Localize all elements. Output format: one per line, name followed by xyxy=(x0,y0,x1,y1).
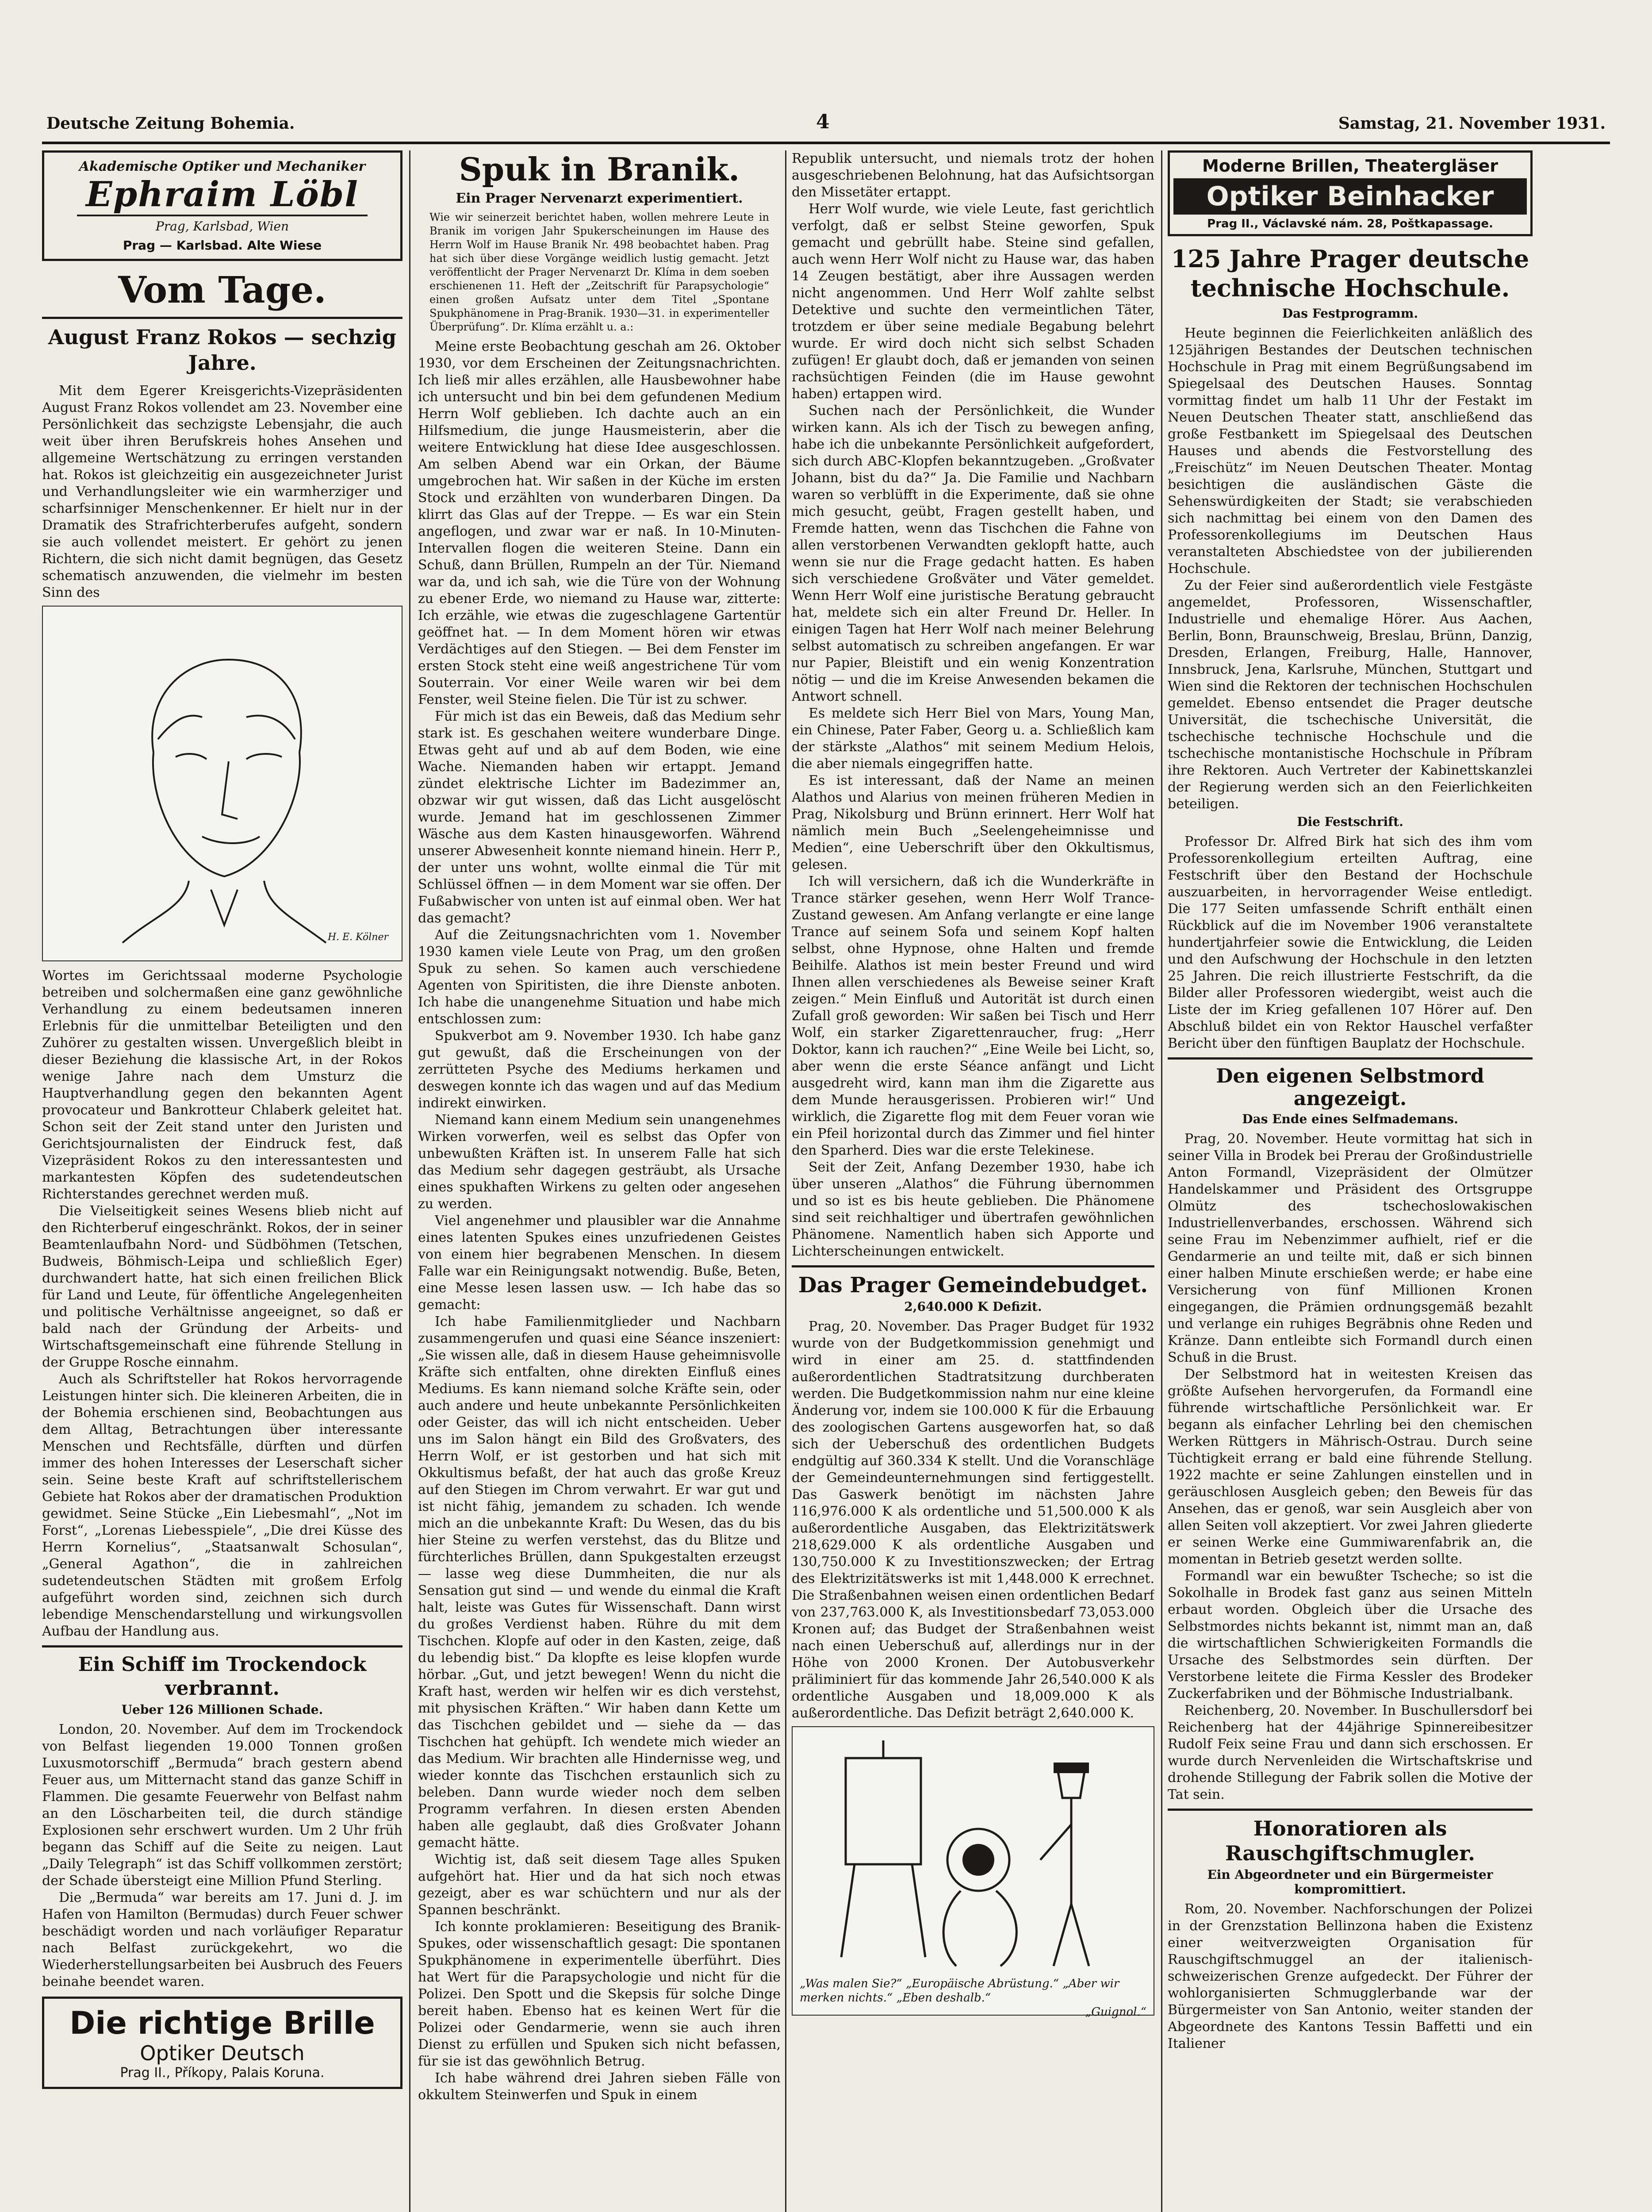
article-paragraph: Es meldete sich Herr Biel von Mars, Young Man, ein Chinese, Pater Faber, Georg u. a. Schließlich kam der stärkste „Alathos“ mit seinem Medium Helois, die aber niemals eingegriffen hatte. xyxy=(792,706,1154,772)
ad-address: Prag II., Příkopy, Palais Koruna. xyxy=(120,2065,325,2081)
divider xyxy=(42,1645,402,1647)
article-paragraph: Die Vielseitigkeit seines Wesens blieb nicht auf den Richterberuf eingeschränkt. Rokos, der in seiner Beamtenlaufbahn Nord- und Südböhmen (Tetschen, Budweis, Böhmisch-Leipa und schließlich Eger) durchwandert hatte, hat sich einen freilichen Blick für Land und Leute, für öffentliche Angelegenheiten und politische Verhältnisse angeeignet, so daß er bald nach der Gründung der Arbeits- und Wirtschaftsgemeinschaft eine führende Stellung in der Gruppe Rosche einnahm. xyxy=(42,1203,402,1370)
article-paragraph: Rom, 20. November. Nachforschungen der Polizei in der Grenzstation Bellinzona haben die Existenz einer weitverzweigten Organisation für Rauschgiftschmuggel an der italienisch-schweizerischen Grenze aufgedeckt. Der Führer der wohlorganisierten Schmugglerbande war der Bürgermeister von San Antonio, weiter standen der Abgeordnete des Kantons Tessin Baffetti und ein Italiener xyxy=(1168,1901,1533,2051)
portrait-signature: H. E. Kölner xyxy=(327,932,388,943)
article-paragraph: Es ist interessant, daß der Name an meinen Alathos und Alarius von meinen früheren Medien in Prag, Nikolsburg und Brünn erinnert. Herr Wolf hat nämlich mein Buch „Seelengeheimnisse und Medien“, eine Ueberschrift über den Okkultismus, gelesen. xyxy=(792,773,1154,872)
column-rule xyxy=(1161,150,1162,2212)
article-headline: Honoratioren als Rauschgiftschmugler. xyxy=(1225,1816,1475,1865)
article-paragraph: Reichenberg, 20. November. In Buschullersdorf bei Reichenberg hat der 44jährige Spinnereibesitzer Rudolf Feix seine Frau und dann sich erschossen. Er wurde durch Nervenleiden die Wirtschaftskrise und drohende Stillegung der Fabrik sollen die Motive der Tat sein. xyxy=(1168,1703,1533,1802)
column-rule xyxy=(409,150,410,2212)
article-subheadline: Die Festschrift. xyxy=(1297,814,1403,829)
masthead xyxy=(42,111,1610,144)
column-4 xyxy=(1168,150,1533,2052)
article-headline: Den eigenen Selbstmord angezeigt. xyxy=(1216,1065,1484,1110)
column-1 xyxy=(42,150,402,2097)
ad-slogan: Moderne Brillen, Theatergläser xyxy=(1202,156,1499,176)
article-paragraph: Prag, 20. November. Heute vormittag hat sich in seiner Villa in Brodek bei Prerau der Großindustrielle Anton Formandl, Vizepräsident der Olmützer Handelskammer und Präsident des Ortsgruppe Olmütz des tschechoslowakischen Industriellenverbandes, erschossen. Während sich seine Frau im Nebenzimmer aufhielt, rief er die Gendarmerie an und teilte mit, daß er sich binnen einer halben Minute erschießen werde; er habe eine Versicherung von fünf Millionen Kronen eingegangen, die Prämien ordnungsgemäß bezahlt und verlange ein ruhiges Begräbnis ohne Reden und Kränze. Dann entleibte sich Formandl durch einen Schuß in die Brust. xyxy=(1168,1131,1533,1365)
ad-firm-name: Optiker Deutsch xyxy=(140,2041,305,2065)
divider xyxy=(1168,1809,1533,1811)
masthead-page-number: 4 xyxy=(816,111,830,133)
article-paragraph: Heute beginnen die Feierlichkeiten anläßlich des 125jährigen Bestandes der Deutschen technischen Hochschule in Prag mit einem Begrüßungsabend im Spiegelsaal des Deutschen Hauses. Sonntag vormittag findet um halb 11 Uhr der Festakt im Neuen Deutschen Theater statt, anschließend das große Festbankett im Spiegelsaal des Deutschen Hauses und abends die Festvorstellung des „Freischütz“ im Neuen Deutschen Theater. Montag besichtigen die ausländischen Gäste die Sehenswürdigkeiten der Stadt; sie verabschieden sich nachmittag bei einem von den Damen des Professorenkollegiums im Deutschen Haus veranstalteten Abschiedstee von der jubilierenden Hochschule. xyxy=(1168,326,1533,576)
article-paragraph: Formandl war ein bewußter Tscheche; so ist die Sokolhalle in Brodek fast ganz aus seinen Mitteln erbaut worden. Obgleich über die Ursache des Selbstmordes nichts bekannt ist, nimmt man an, daß die wirtschaftlichen Schwierigkeiten Formandls die Ursache des Selbstmordes sein dürften. Der Verstorbene leitete die Firma Kessler des Brodeker Zuckerfabriken und der Böhmische Industrialbank. xyxy=(1168,1568,1533,1701)
article-paragraph: Auf die Zeitungsnachrichten vom 1. November 1930 kamen viele Leute von Prag, um den großen Spuk zu sehen. So kamen auch verschiedene Agenten von Spiritisten, die ihre Dienste anboten. Ich habe die unangenehme Situation und habe mich entschlossen zum: xyxy=(418,927,781,1027)
advertisement-loebl xyxy=(42,150,402,261)
ad-firm-name: Optiker Beinhacker xyxy=(1173,178,1527,215)
ad-firm-name: Ephraim Löbl xyxy=(77,174,368,216)
article-paragraph: Ich konnte proklamieren: Beseitigung des Branik-Spukes, oder wissenschaftlich gesagt: Die spontanen Spukphänomene in experimentelle überführt. Dies hat Wert für die Parapsychologie und nicht für die Polizei. Den Spott und die Skepsis für solche Dinge bereit haben. Ebenso hat es keinen Wert für die Polizei oder Gendarmerie, wenn sie auch ihren Dienst zu erfüllen und Spuken sich nicht befassen, für sie ist das gewöhnlich Betrug. xyxy=(418,1919,781,2069)
article-subheadline: Ein Abgeordneter und ein Bürgermeister kompromittiert. xyxy=(1207,1867,1493,1897)
article-paragraph: Niemand kann einem Medium sein unangenehmes Wirken vorwerfen, weil es selbst das Opfer von unbewußten Kräften ist. In unserem Falle hat sich das Medium sehr dagegen gesträubt, als Ursache eines spukhaften Wirkens zu gelten oder angesehen zu werden. xyxy=(418,1112,781,1212)
article-paragraph: Wortes im Gerichtssaal moderne Psychologie betreiben und solchermaßen eine ganz gewöhnliche Verhandlung zu einem bedeutsamen inneren Erlebnis für die unmittelbar Beteiligten und den Zuhörer zu gestalten wissen. Unvergeßlich bleibt in dieser Beziehung die klassische Art, in der Rokos wenige Jahre nach dem Umsturz die Hauptverhandlung gegen den bekannten Agent provocateur und Bankrotteur Chlaberk geleitet hat. Schon seit der Zeit stand unter den Juristen und Gerichtsjournalisten der Eindruck fest, daß Vizepräsident Rokos zu den interessantesten und markantesten Köpfen des sudetendeutschen Richterstandes gerechnet werden muß. xyxy=(42,968,402,1202)
article-subheadline: Ueber 126 Millionen Schade. xyxy=(121,1702,323,1717)
ad-script-top: Akademische Optiker und Mechaniker xyxy=(79,159,366,174)
article-paragraph: Viel angenehmer und plausibler war die Annahme eines latenten Spukes eines unzufriedenen Geistes von einem hier begrabenen Menschen. In diesem Falle war ein Reinigungsakt notwendig. Buße, Beten, eine Messe lesen lassen usw. — Ich habe das so gemacht: xyxy=(418,1213,781,1313)
article-subheadline: Ein Prager Nervenarzt experimentiert. xyxy=(456,191,743,206)
advertisement-beinhacker xyxy=(1168,150,1533,236)
portrait-sketch-icon xyxy=(43,607,402,959)
article-subheadline: Das Ende eines Selfmademans. xyxy=(1242,1112,1458,1126)
section-title: Vom Tage. xyxy=(118,269,326,311)
article-headline: Spuk in Branik. xyxy=(459,150,740,188)
masthead-date: Samstag, 21. November 1931. xyxy=(1338,114,1606,133)
article-paragraph: Ich will versichern, daß ich die Wunderkräfte in Trance stärker gesehen, wenn Herr Wolf Trance-Zustand gewesen. Am Anfang verlangte er eine lange Trance auf seinem Sofa und seinem Kopf halten selbst, ohne Hypnose, ohne Halten und fremde Beihilfe. Alathos ist mein bester Freund und wird Ihnen allen verschiedenes als Beweise seiner Kraft zeigen.“ Mein Einfluß und Autorität ist durch einen Zufall groß geworden: Wir saßen bei Tisch und Herr Wolf, ein starker Zigarettenraucher, frug: „Herr Doktor, kann ich rauchen?“ „Eine Weile bei Licht, so, aber wenn die erste Séance anfängt und Licht ausgedreht wird, kann man ihm die Zigarette aus dem Munde herausgerissen. Probieren wir!“ Und wirklich, die Zigarette flog mit dem Feuer voran wie ein Pfeil horizontal durch das Zimmer und fiel hinter den Sparherd. Dies war die erste Telekinese. xyxy=(792,874,1154,1158)
article-headline: August Franz Rokos — sechzig Jahre. xyxy=(48,325,397,375)
divider xyxy=(792,1265,1154,1267)
masthead-paper-name: Deutsche Zeitung Bohemia. xyxy=(46,114,295,133)
article-headline: Ein Schiff im Trockendock verbrannt. xyxy=(78,1653,367,1700)
divider xyxy=(1168,1057,1533,1060)
article-paragraph: Professor Dr. Alfred Birk hat sich des ihm vom Professorenkollegium erteilten Auftrag, eine Festschrift über den Bestand der Hochschule auszuarbeiten, in hervorragender Weise entledigt. Die 177 Seiten umfassende Schrift enthält einen Rückblick auf die im November 1906 veranstaltete hundertjahrfeier sowie die Entwicklung, die Leiden und den Aufschwung der Hochschule in den letzten 25 Jahren. Die reich illustrierte Festschrift, da die Bilder aller Professoren wiedergibt, weist auch die Liste der im Krieg gefallenen 107 Hörer auf. Den Abschluß bildet ein von Rektor Hauschel verfaßter Bericht über den fünftigen Bauplatz der Hochschule. xyxy=(1168,834,1533,1051)
article-paragraph: Ich habe während drei Jahren sieben Fälle von okkultem Steinwerfen und Spuk in einem xyxy=(418,2070,781,2103)
ad-cities: Prag — Karlsbad. Alte Wiese xyxy=(123,238,322,253)
cartoon xyxy=(792,1726,1154,2019)
column-2 xyxy=(418,150,781,2104)
article-paragraph: Ich habe Familienmitglieder und Nachbarn zusammengerufen und quasi eine Séance inszeniert: „Sie wissen alle, daß in diesem Hause geheimnisvolle Kräfte sich entfalten, ohne direkten Einfluß eines Mediums. Es kann niemand solche Kräfte sein, oder auch andere und heute unbekannte Persönlichkeiten oder Geister, das will ich nicht entscheiden. Ueber uns im Salon hängt ein Bild des Großvaters, des Herrn Wolf, er ist gestorben und hat sich mit Okkultismus befaßt, der hat auch das große Kreuz auf den Stiegen im Chrom verwahrt. Er war gut und ist nicht fähig, jemandem zu schaden. Ich wende mich an die unbekannte Kraft: Du Wesen, das du bis hier Steine zu werfen verstehst, das du Blitze und fürchterliches Brüllen, dann Spukgestalten erzeugst — lasse weg diese Dummheiten, die nur als Sensation gut sind — und wende du einmal die Kraft halt, leiste was Gutes für Wissenschaft. Dann wirst du großes Verdienst haben. Rühre du mit dem Tischchen. Klopfe auf oder in den Kasten, zeige, daß du lebendig bist.“ Da klopfte es leise klopfen wurde hörbar. „Gut, und jetzt bewegen! Wenn du nicht die Kraft hast, werden wir helfen wir es dich verstehst, mit physischen Kräften.“ Wir haben dann Kette um das Tischchen gebildet und — siehe da — das Tischchen hat gehüpft. Ich wendete mich wieder an das Medium. Wir brachten alle Hindernisse weg, und wieder konnte das Tischchen erstaunlich sich zu beleben. Dann wurde wieder noch dem selben Programm verfahren. In diesen ersten Abenden haben alle geglaubt, daß dies Großvater Johann gemacht hätte. xyxy=(418,1314,781,1851)
article-paragraph: Seit der Zeit, Anfang Dezember 1930, habe ich über unseren „Alathos“ die Führung übernommen und so ist es bis heute geblieben. Die Phänomene sind seit reichhaltiger und übertrafen gewöhnlichen Phänomene. Namentlich haben sich Apporte und Lichterscheinungen entwickelt. xyxy=(792,1160,1154,1259)
article-subheadline: Das Festprogramm. xyxy=(1282,306,1418,321)
cartoon-painter-icon xyxy=(793,1727,1154,1975)
ad-script-sub: Prag, Karlsbad, Wien xyxy=(155,219,289,234)
article-intro: Wie wir seinerzeit berichtet haben, wollen mehrere Leute in Branik im vorigen Jahr Spukerscheinungen im Hause des Herrn Wolf im Hause Branik Nr. 498 beobachtet haben. Prag hat sich über diese Vorgänge weidlich lustig gemacht. Jetzt veröffentlicht der Prager Nervenarzt Dr. Klíma in dem soeben erschienenen 11. Heft der „Zeitschrift für Parapsychologie“ einen großen Aufsatz unter dem Titel „Spontane Spukphänomene in Prag-Branik. 1930—31. in experimenteller Überprüfung“. Dr. Klíma erzählt u. a.: xyxy=(429,211,769,333)
column-rule xyxy=(785,150,786,2212)
divider xyxy=(42,317,402,319)
advertisement-optiker-deutsch xyxy=(42,1997,402,2089)
article-paragraph: Zu der Feier sind außerordentlich viele Festgäste angemeldet, Professoren, Wissenschaftler, Industrielle und ehemalige Hörer. Aus Aachen, Berlin, Bonn, Braunschweig, Breslau, Brünn, Danzig, Dresden, Erlangen, Freiburg, Halle, Hannover, Innsbruck, Jena, Karlsruhe, München, Stuttgart und Wien sind die Rektoren der technischen Hochschulen gemeldet. Ebenso entsendet die Prager deutsche Universität, die tschechische Universität, die tschechische technische Hochschule und die tschechische montanistische Hochschule in Příbram ihre Rektoren. Auch Vertreter der Kabinettskanzlei der Regierung werden sich an den Feierlichkeiten beteiligen. xyxy=(1168,578,1533,812)
article-paragraph: Für mich ist das ein Beweis, daß das Medium sehr stark ist. Es geschahen weitere wunderbare Dinge. Etwas geht auf und ab auf dem Boden, wie eine Wache. Niemanden haben wir ertappt. Jemand zündet elektrische Lichter im Badezimmer an, obzwar wir gut wissen, daß das Licht ausgelöscht wurde. Jemand hat im geschlossenen Zimmer Wäsche aus dem Kasten hinausgeworfen. Während unserer Abwesenheit konnte niemand hinein. Herr P., der unter uns wohnt, wollte einmal die Tür mit Schlüssel öffnen — in dem Moment war sie offen. Der Fußabwischer von unten ist auf einmal oben. Wer hat das gemacht? xyxy=(418,709,781,926)
cartoon-caption: „Was malen Sie?“ „Europäische Abrüstung.“ „Aber wir merken nichts.“ „Eben deshalb.“ xyxy=(800,1977,1119,2005)
article-paragraph: Auch als Schriftsteller hat Rokos hervorragende Leistungen hinter sich. Die kleineren Arbeiten, die in der Bohemia erschienen sind, Beobachtungen aus dem Alltag, Betrachtungen über interessante Menschen und Rechtsfälle, dürften und dürfen immer des hohen Interesses der Leserschaft sicher sein. Seine beste Kraft auf schriftstellerischem Gebiete hat Rokos aber der dramatischen Produktion gewidmet. Seine Stücke „Ein Liebesmahl“, „Not im Forst“, „Lorenas Liebesspiele“, „Die drei Küsse des Herrn Kornelius“, „Staatsanwalt Schosulan“, „General Agathon“, die in zahlreichen sudetendeutschen Städten mit großem Erfolg aufgeführt worden sind, zeichnen sich durch lebendige Menschendarstellung und wirkungsvollen Aufbau der Handlung aus. xyxy=(42,1371,402,1639)
article-headline: Das Prager Gemeindebudget. xyxy=(798,1273,1148,1298)
article-paragraph: Wichtig ist, daß seit diesem Tage alles Spuken aufgehört hat. Hier und da hat sich noch etwas gezeigt, aber es war schüchtern und nur als der Spannen beschränkt. xyxy=(418,1852,781,1918)
portrait-drawing xyxy=(42,606,402,961)
article-paragraph: Suchen nach der Persönlichkeit, die Wunder wirken kann. Als ich der Tisch zu bewegen anfing, habe ich die unbekannte Persönlichkeit aufgefordert, sich durch ABC-Klopfen bekanntzugeben. „Großvater Johann, bist du da?“ Ja. Die Familie und Nachbarn waren so verblüfft in die Experimente, daß sie ohne mich gesucht, geübt, Fragen gestellt haben, und Fremde hatten, wenn das Tischchen die Fahne von allen verstorbenen Verwandten geklopft hatte, auch wenn sie nur die Frage gedacht hatten. Es haben sich verschiedene Großväter und Väter gemeldet. Wenn Herr Wolf eine juristische Beratung gebraucht hat, meldete sich ein alter Freund Dr. Heller. In einigen Tagen hat Herr Wolf nach meiner Belehrung selbst automatisch zu schreiben angefangen. Er war nur Papier, Bleistift und ein wenig Konzentration nötig — und die im Kreise Anwesenden bekamen die Antwort schnell. xyxy=(792,403,1154,704)
article-paragraph: Herr Wolf wurde, wie viele Leute, fast gerichtlich verfolgt, daß er selbst Steine geworfen, Spuk gemacht und gebrüllt habe. Steine sind gefallen, auch wenn Herr Wolf nicht zu Hause war, das haben 14 Zeugen bestätigt, aber ihre Aussagen werden nicht angenommen. Und Herr Wolf zahlte selbst Detektive und suchte den vermeintlichen Täter, trotzdem er über seine mediale Begabung belehrt wurde. Er wird doch nicht sich selbst Schaden zufügen! Er glaubt doch, daß er jemanden von seinen rachsüchtigen Feinden (die im Hause gewohnt haben) ertappen wird. xyxy=(792,201,1154,402)
article-paragraph: Die „Bermuda“ war bereits am 17. Juni d. J. im Hafen von Hamilton (Bermudas) durch Feuer schwer beschädigt worden und nach vorläufiger Reparatur nach Belfast zurückgekehrt, wo die Wiederherstellungsarbeiten bei Ausbruch des Feuers beinahe beendet waren. xyxy=(42,1890,402,1989)
article-paragraph: Meine erste Beobachtung geschah am 26. Oktober 1930, vor dem Erscheinen der Zeitungsnachrichten. Ich ließ mir alles erzählen, alle Hausbewohner habe ich untersucht und bin bei dem gefundenen Medium Herrn Wolf geblieben. Ich dachte auch an ein Hilfsmedium, die junge Hausmeisterin, aber die weitere Entwicklung hat diese Idee ausgeschlossen. Am selben Abend war ein Orkan, der Bäume umgebrochen hat. Wir saßen in der Küche im ersten Stock und erzählten von wunderbaren Dingen. Da klirrt das Glas auf der Treppe. — Es war ein Stein angeflogen, und zwar war er naß. In 10-Minuten-Intervallen flogen die weiteren Steine. Dann ein Schuß, dann Brüllen, Rumpeln an der Tür. Niemand war da, und ich sah, wie die Türe von der Wohnung zu ebener Erde, wo niemand zu Hause war, zitterte: Ich erzähle, wie etwas die zugeschlagene Gartentür geöffnet hat. — In dem Moment hören wir etwas Verdächtiges auf den Stiegen. — Bei dem Fenster im ersten Stock steht eine weiß angestrichene Tür vom Souterrain. Vor einer Weile waren wir bei dem Fenster, weil Steine fielen. Die Tür ist zu schwer. xyxy=(418,339,781,707)
article-paragraph: Prag, 20. November. Das Prager Budget für 1932 wurde von der Budgetkommission genehmigt und wird in einer am 25. d. stattfindenden außerordentlichen Stadtratsitzung durchberaten werden. Die Budgetkommission nahm nur eine kleine Änderung vor, indem sie 100.000 K für die Erbauung des zoologischen Gartens ausgeworfen hat, so daß sich der Ueberschuß des ordentlichen Budgets endgültig auf 360.334 K stellt. Und die Voranschläge der Gemeindeunternehmungen sind fertiggestellt. Das Gaswerk benötigt im nächsten Jahre 116,976.000 K als ordentliche und 51,500.000 K als außerordentliche Ausgaben, das Elektrizitätswerk 218,629.000 K als ordentliche Ausgaben und 130,750.000 K zu Investitionszwecken; der Ertrag des Elektrizitätswerks ist mit 1,448.000 K errechnet. Die Straßenbahnen weisen einen ordentlichen Bedarf von 237,763.000 K, als Investitionsbedarf 73,053.000 Kronen auf; das Budget der Straßenbahnen weist nach einen Ueberschuß auf, allerdings nur in der Höhe von 2000 Kronen. Der Autobusverkehr präliminiert für das kommende Jahr 26,540.000 K als ordentliche Ausgaben und 18,009.000 K als außerordentliche. Das Defizit beträgt 2,640.000 K. xyxy=(792,1319,1154,1721)
article-paragraph: Spukverbot am 9. November 1930. Ich habe ganz gut gewußt, daß die Erscheinungen von der zerrütteten Psyche des Mediums herkamen und deswegen konnte ich das wagen und auf das Medium indirekt einwirken. xyxy=(418,1028,781,1111)
ad-title: Die richtige Brille xyxy=(69,2005,375,2041)
cartoon-credit: „Guignol.“ xyxy=(1085,2005,1146,2019)
article-paragraph: London, 20. November. Auf dem im Trockendock von Belfast liegenden 19.000 Tonnen großen Luxusmotorschiff „Bermuda“ brach gestern abend Feuer aus, um Mitternacht stand das ganze Schiff in Flammen. Die gesamte Feuerwehr von Belfast nahm an den Löscharbeiten teil, die durch ständige Explosionen sehr erschwert wurden. Um 2 Uhr früh begann das Schiff auf die Seite zu neigen. Laut „Daily Telegraph“ ist das Schiff vollkommen zerstört; der Schade übersteigt eine Million Pfund Sterling. xyxy=(42,1722,402,1889)
ad-address: Prag II., Václavské nám. 28, Poštkapassage. xyxy=(1207,217,1493,230)
article-paragraph: Mit dem Egerer Kreisgerichts-Vizepräsidenten August Franz Rokos vollendet am 23. November eine Persönlichkeit das sechzigste Lebensjahr, die auch weit über ihren Berufskreis hohes Ansehen und allgemeine Wertschätzung zu erringen verstanden hat. Rokos ist gleichzeitig ein ausgezeichneter Jurist und Verhandlungsleiter wie ein warmherziger und scharfsinniger Menschenkenner. Er hielt nur in der Dramatik des Strafrichterberufes aufgeht, sondern sie auch vollendet meistert. Er gehört zu jenen Richtern, die sich nicht damit begnügen, das Gesetz schematisch anzuwenden, die vielmehr im besten Sinn des xyxy=(42,383,402,600)
article-headline: 125 Jahre Prager deutsche technische Hochschule. xyxy=(1171,245,1529,302)
article-paragraph: Der Selbstmord hat in weitesten Kreisen das größte Aufsehen hervorgerufen, da Formandl eine führende wirtschaftliche Persönlichkeit war. Er begann als einfacher Lehrling bei den chemischen Werken Rüttgers in Mährisch-Ostrau. Durch seine Tüchtigkeit errang er bald eine führende Stellung. 1922 machte er seine Zahlungen einstellen und in geräuschlosen Ausgleich geben; den Beweis für das Ansehen, das er genoß, war sein Ausgleich aber von allen Seiten voll akzeptiert. Vor zwei Jahren gliederte er seinen Werke eine Gummiwarenfabrik an, die momentan in Betrieb gesetzt werden sollte. xyxy=(1168,1367,1533,1567)
article-paragraph: Republik untersucht, und niemals trotz der hohen ausgeschriebenen Belohnung, hat das Aufsichtsorgan den Missetäter ertappt. xyxy=(792,151,1154,200)
column-3 xyxy=(792,150,1154,2022)
article-subheadline: 2,640.000 K Defizit. xyxy=(904,1299,1042,1314)
